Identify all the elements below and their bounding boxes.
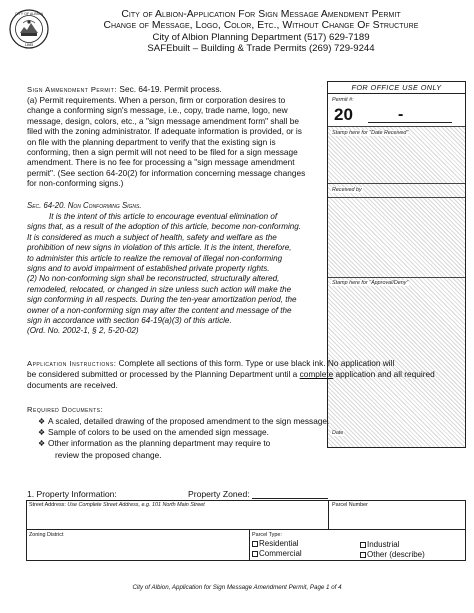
parcel-number-label: Parcel Number [332,502,368,508]
text-line: message, design, colors, etc., a "sign message amendment form" shall be [27,115,299,126]
zoning-district-field[interactable] [26,529,250,561]
instructions-text: application and all required [333,369,435,380]
parcel-type-other[interactable] [360,550,425,559]
city-seal-logo [9,9,49,49]
page-footer: City of Albion, Application for Sign Message Amendment Permit, Page 1 of 4 [132,584,342,591]
divider [328,197,465,198]
other-checkbox[interactable] [360,552,366,558]
planning-department-contact: City of Albion Planning Department (517) 629-7189 [152,32,370,43]
sign-amendment-section: Sec. 64-19. Permit process. [117,84,222,94]
instructions-heading: Application Instructions: [27,359,117,368]
check-bullet-icon: ❖ [38,439,46,449]
text-line: signs and to avoid impairment of established private property rights. [27,264,270,274]
parcel-number-field[interactable] [328,500,466,530]
stamp-approval-label: Stamp here for "Approval/Deny" [332,280,409,286]
list-item [38,427,338,438]
zoning-district-label: Zoning District [29,532,64,538]
office-use-box [327,81,466,448]
parcel-type-residential[interactable] [252,539,299,548]
property-zoned-label: Property Zoned: [188,489,250,499]
form-subtitle: Change of Message, Logo, Color, Etc., Without Change Of Structure [103,20,419,31]
parcel-type-commercial[interactable] [252,549,302,558]
form-title: City of Albion-Application For Sign Message Amendment Permit [121,9,401,20]
permit-number-label: Permit #: [332,97,354,103]
parcel-type-label: Parcel Type: [252,532,282,538]
text-line: sign conforming in all respects. During the ten-year amortization period, the [27,295,297,305]
text-line: to administer this article to realize the removal of illegal non-conforming [27,253,283,263]
date-label: Date [332,430,344,436]
check-bullet-icon: ❖ [38,428,46,438]
commercial-checkbox[interactable] [252,551,258,557]
text-line: sign in accordance with section 64-19(a)(3) of this article. [27,316,232,326]
list-item-text: Sample of colors to be used on the amended sign message. [48,427,269,438]
text-line: (2) No non-conforming sign shall be reconstructed, structurally altered, [27,274,280,284]
sign-amendment-heading: Sign Ammendment Permit: [27,85,118,94]
permit-number-line [368,122,452,123]
sign-amendment-body [27,95,327,189]
safebuilt-brand: SAFEbuilt [147,43,191,54]
industrial-checkbox[interactable] [360,542,366,548]
building-permits-contact [56,43,466,54]
text-line: conforming, then a sign permit will not need to be filed for a sign message [27,147,298,158]
text-line: permit". (See section 64-20(2) for information concerning message changes [27,167,306,178]
permit-year-prefix: 20 [334,105,353,124]
required-documents-heading: Required Documents: [27,405,104,414]
divider [328,277,465,278]
svg-text:1885: 1885 [24,43,34,47]
text-line: It is the intent of this article to encourage eventual elimination of [49,212,278,221]
divider [328,126,465,127]
street-address-hint: Use Complete Street Address, e.g. 101 North Main Street [67,502,205,508]
required-documents-list [38,416,338,460]
svg-text:CITY OF ALBION: CITY OF ALBION [14,12,44,17]
application-instructions [27,358,467,390]
property-zoned-field[interactable] [252,498,328,499]
instructions-text: be considered submitted or processed by the Planning Department until a [27,369,300,380]
permit-dash: - [398,106,404,123]
instructions-text: Complete all sections of this form. Type or use black ink. No application will [116,358,395,368]
text-line: prohibition of new signs in violation of this article. It is the intent, therefore, [27,243,292,253]
check-bullet-icon: ❖ [38,417,46,426]
text-line: remodeled, relocated, or changed in size unless such action will make the [27,284,292,294]
text-line: amendment. There is no fee for processing a "sign message amendment [27,157,295,168]
text-line: (Ord. No. 2002-1, § 2, 5-20-02) [27,326,139,336]
street-address-label: Street Address: [29,502,66,508]
text-line: change a conforming sign's message, i.e., copy, trade name, logo, new [27,105,288,116]
stamp-received-label: Stamp here for "Date Received" [332,130,409,136]
property-information-label: 1. Property Information: [27,489,117,499]
list-item-text: A scaled, detailed drawing of the proposed amendment to the sign message. [48,416,330,426]
instructions-line [27,358,467,369]
commercial-label: Commercial [259,549,302,558]
nonconforming-body [27,212,327,337]
received-by-label: Received by [332,187,362,193]
instructions-emphasis: complete [299,369,334,380]
text-line: on file with the planning department to verify that the existing sign is [27,136,276,147]
parcel-type-industrial[interactable] [360,540,399,549]
parcel-type-group [249,529,466,561]
list-item-continuation: review the proposed change. [55,449,162,460]
list-item-text: Other information as the planning department may require to [48,438,271,449]
other-label: Other (describe) [367,550,425,559]
divider [328,183,465,184]
safebuilt-contact: – Building & Trade Permits (269) 729-9244 [190,43,375,54]
permit-number-area [328,94,465,126]
list-item [38,416,338,427]
street-address-label-row [29,502,205,508]
industrial-label: Industrial [367,540,400,549]
street-address-field[interactable] [26,500,329,530]
text-line: owner of a non-conforming sign may alter the content and message of the [27,305,292,315]
list-item [38,438,338,449]
nonconforming-heading: Sec. 64-20. Non Conforming Signs. [27,201,142,210]
text-line: signs that, as a result of the adoption of this article, become non-conforming. [27,222,301,232]
text-line: for non-conforming signs.) [27,178,124,189]
text-line: filed with the zoning administrator. If adequate information is provided, or is [27,126,302,137]
residential-checkbox[interactable] [252,541,258,547]
text-line: It is considered as much a subject of health, safety and welfare as the [27,232,277,242]
office-use-title: FOR OFFICE USE ONLY [328,82,465,94]
instructions-line: documents are received. [27,379,118,390]
text-line: (a) Permit requirements. When a person, firm or corporation desires to [27,95,286,105]
residential-label: Residential [259,539,299,548]
sign-amendment-heading-row [27,84,325,95]
instructions-line [27,369,467,379]
